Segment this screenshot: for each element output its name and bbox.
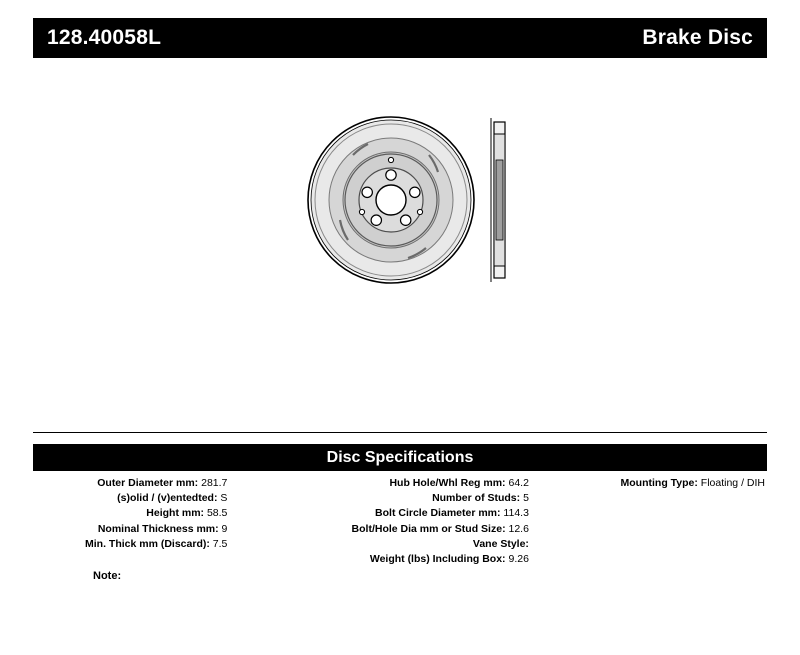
spec-label: Outer Diameter mm:: [97, 477, 199, 489]
spec-row: [231, 537, 529, 552]
spec-section-title: Disc Specifications: [326, 448, 474, 466]
rotor-face-view: [308, 117, 474, 283]
rotor-edge-view: [491, 118, 505, 282]
spec-row: [231, 552, 529, 567]
spec-value: 58.5: [206, 507, 228, 520]
spec-label: Nominal Thickness mm:: [97, 522, 219, 535]
spec-label: Number of Studs:: [432, 492, 521, 505]
spec-value: 12.6: [508, 522, 529, 535]
spec-row: [33, 476, 227, 491]
spec-columns: [33, 476, 767, 567]
header-bar: [33, 18, 767, 58]
spec-label: Hub Hole/Whl Reg mm:: [389, 477, 506, 489]
spec-column-middle: [231, 476, 533, 567]
product-image-area: [33, 70, 767, 420]
page-title: Brake Disc: [642, 26, 753, 49]
spec-label: Height mm:: [146, 507, 205, 520]
spec-value: 7.5: [212, 537, 228, 550]
spec-row: [533, 476, 765, 491]
spec-value: 5: [523, 492, 529, 505]
spec-value: Floating / DIH: [700, 477, 765, 489]
part-number: 128.40058L: [47, 26, 162, 49]
spec-label: Bolt/Hole Dia mm or Stud Size:: [351, 522, 506, 535]
spec-value: 9: [221, 522, 228, 535]
brake-rotor-illustration: [298, 100, 558, 300]
spec-value: 9.26: [508, 553, 529, 566]
spec-label: (s)olid / (v)entedted:: [117, 492, 218, 505]
spec-row: [33, 491, 227, 506]
spec-row: [231, 491, 529, 506]
spec-label: Bolt Circle Diameter mm:: [375, 507, 501, 520]
spec-label: Weight (lbs) Including Box:: [369, 553, 506, 566]
spec-column-right: [533, 476, 767, 491]
spec-row: [231, 522, 529, 537]
note-row: [33, 570, 767, 582]
spec-label: Mounting Type:: [620, 477, 698, 489]
spec-section-bar: [33, 444, 767, 471]
section-divider: [33, 432, 767, 433]
spec-value: 64.2: [508, 477, 529, 489]
spec-row: [33, 506, 227, 521]
spec-label: Vane Style:: [472, 537, 529, 550]
spec-row: [231, 476, 529, 491]
spec-value: 281.7: [201, 477, 228, 489]
spec-value: 114.3: [503, 507, 529, 520]
spec-column-left: [33, 476, 231, 552]
note-label: Note:: [93, 570, 122, 582]
spec-row: [33, 537, 227, 552]
spec-label: Min. Thick mm (Discard):: [85, 537, 210, 550]
spec-row: [33, 522, 227, 537]
spec-row: [231, 506, 529, 521]
spec-value: S: [220, 492, 228, 505]
